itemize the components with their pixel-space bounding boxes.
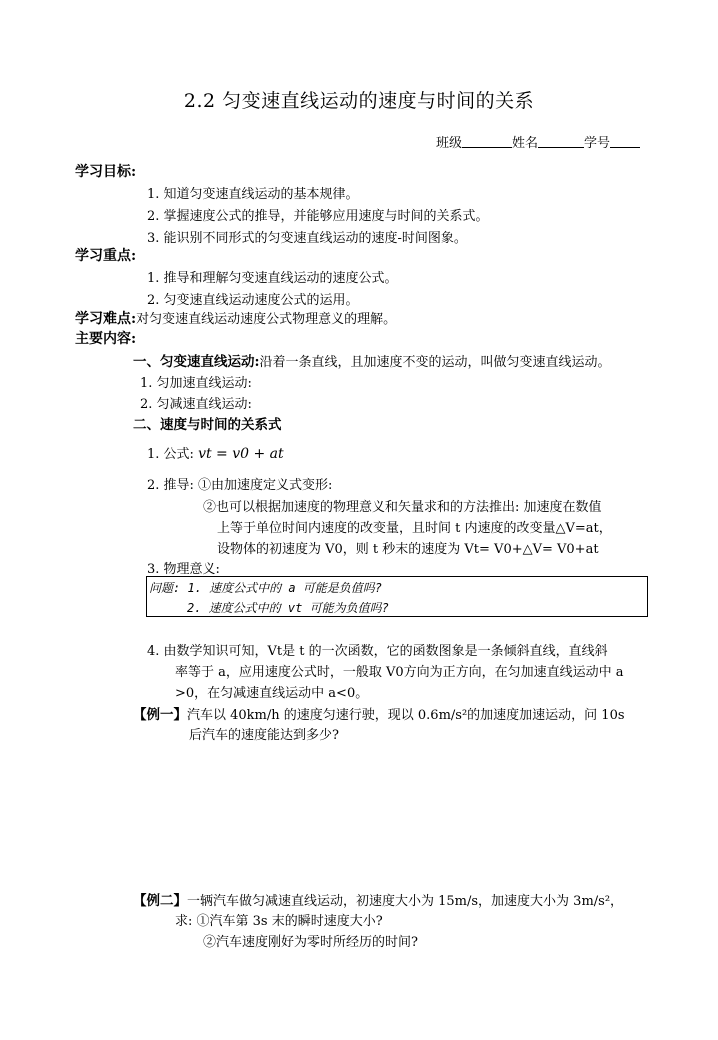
section1-item-1: 1. 匀加速直线运动:: [140, 376, 252, 391]
derivation2-line-2: 上等于单位时间内速度的改变量，且时间 t 内速度的改变量△V=at，: [217, 521, 612, 536]
difficulty-text: 对匀变速直线运动速度公式物理意义的理解。: [136, 312, 397, 327]
section1-label: 一、匀变速直线运动:: [133, 354, 260, 370]
example2-label: 【例二】: [133, 893, 187, 909]
question-line-1: 问题: 1. 速度公式中的 a 可能是负值吗?: [149, 581, 383, 595]
goal-item-3: 3. 能识别不同形式的匀变速直线运动的速度-时间图象。: [147, 231, 467, 246]
example2-line-3: ②汽车速度刚好为零时所经历的时间?: [203, 935, 418, 950]
example1-label: 【例一】: [133, 707, 187, 723]
goal-item-2: 2. 掌握速度公式的推导，并能够应用速度与时间的关系式。: [147, 209, 489, 224]
name-blank[interactable]: [538, 135, 584, 148]
question-line-2: 2. 速度公式中的 vt 可能为负值吗?: [187, 601, 389, 615]
id-label: 学号: [583, 136, 610, 151]
page-title: 2.2 匀变速直线运动的速度与时间的关系: [183, 90, 535, 112]
example1-line-2: 后汽车的速度能达到多少?: [189, 728, 339, 743]
derivation2-line-1: ②也可以根据加速度的物理意义和矢量求和的方法推出: 加速度在数值: [203, 500, 602, 515]
derivation-label: 2. 推导: ①由加速度定义式变形:: [147, 478, 333, 493]
section1-text: 沿着一条直线，且加速度不变的运动，叫做匀变速直线运动。: [259, 355, 611, 370]
example2-line-2: 求: ①汽车第 3s 末的瞬时速度大小?: [175, 914, 383, 929]
goals-heading: 学习目标:: [75, 164, 137, 180]
example2-text-1: 一辆汽车做匀减速直线运动，初速度大小为 15m/s，加速度大小为 3m/s²，: [187, 894, 624, 909]
derivation2-line-3: 设物体的初速度为 V0，则 t 秒末的速度为 Vt= V0+△V= V0+at: [217, 542, 599, 557]
difficulty-line: [75, 308, 396, 328]
example2-line-1: [133, 889, 623, 909]
item4-line-2: 率等于 a，应用速度公式时，一般取 V0方向为正方向，在匀加速直线运动中 a: [175, 665, 624, 680]
example1-line-1: [133, 703, 625, 723]
item4-line-1: 4. 由数学知识可知，Vt是 t 的一次函数，它的函数图象是一条倾斜直线，直线斜: [147, 644, 608, 659]
meaning-label: 3. 物理意义:: [147, 562, 220, 577]
goal-item-1: 1. 知道匀变速直线运动的基本规律。: [147, 187, 359, 202]
difficulty-heading: 学习难点:: [75, 311, 137, 327]
key-point-item-1: 1. 推导和理解匀变速直线运动的速度公式。: [147, 271, 398, 286]
section1-item-2: 2. 匀减速直线运动:: [140, 397, 252, 412]
formula-line: [147, 443, 284, 462]
class-label: 班级: [435, 136, 462, 151]
name-label: 姓名: [511, 136, 538, 151]
main-heading: 主要内容:: [75, 331, 137, 347]
question-box: [146, 576, 648, 617]
velocity-formula: vt = v0 + at: [198, 446, 284, 462]
section1-line: [133, 350, 611, 370]
id-blank[interactable]: [610, 135, 640, 148]
section2-label: 二、速度与时间的关系式: [133, 417, 282, 433]
example1-text-1: 汽车以 40km/h 的速度匀速行驶，现以 0.6m/s²的加速度加速运动，问 10s: [187, 708, 625, 723]
item4-line-3: >0，在匀减速直线运动中 a<0。: [175, 686, 369, 701]
formula-label: 1. 公式:: [147, 447, 194, 462]
class-blank[interactable]: [462, 135, 512, 148]
class-info: [436, 132, 640, 151]
key-point-item-2: 2. 匀变速直线运动速度公式的运用。: [147, 293, 359, 308]
key-points-heading: 学习重点:: [75, 248, 137, 264]
